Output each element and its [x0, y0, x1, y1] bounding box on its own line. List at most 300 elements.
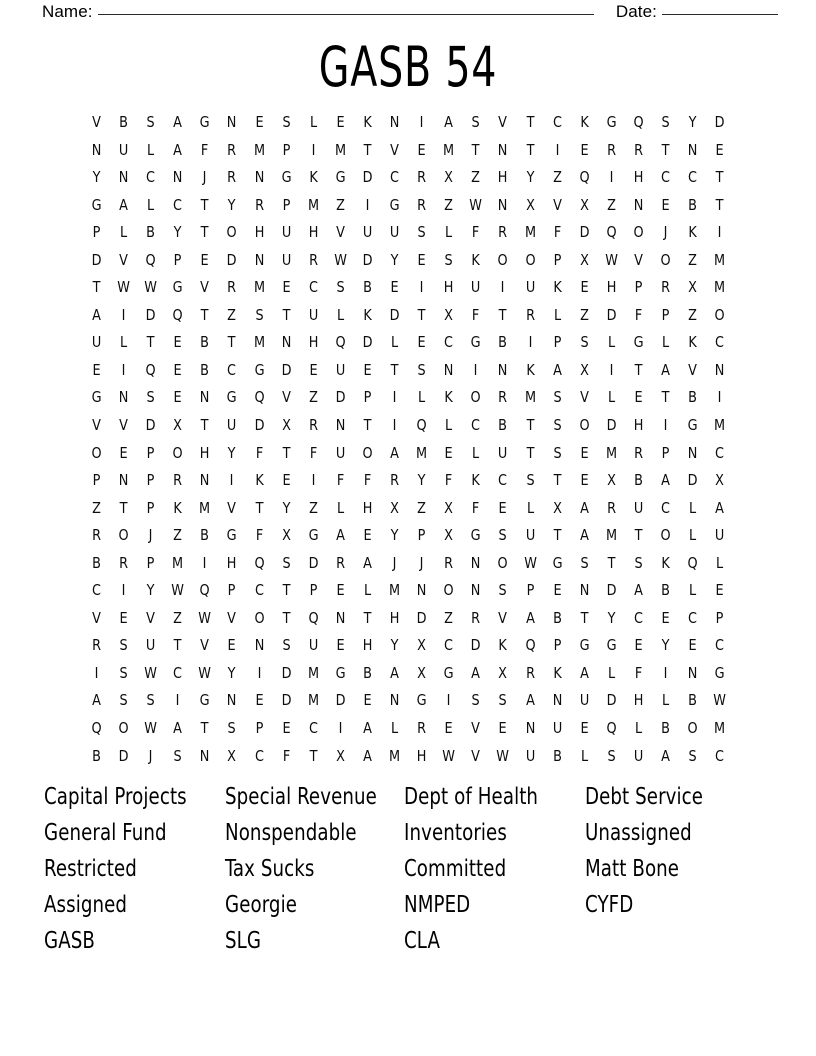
- grid-letter[interactable]: I: [501, 278, 505, 297]
- grid-letter[interactable]: L: [716, 553, 724, 572]
- grid-letter[interactable]: Z: [227, 305, 237, 324]
- grid-letter[interactable]: S: [417, 360, 426, 379]
- grid-letter[interactable]: R: [390, 471, 400, 490]
- grid-letter[interactable]: V: [390, 140, 399, 159]
- grid-letter[interactable]: V: [471, 746, 481, 765]
- grid-letter[interactable]: L: [120, 223, 128, 242]
- grid-letter[interactable]: O: [470, 388, 481, 407]
- grid-letter[interactable]: Z: [579, 305, 589, 324]
- grid-letter[interactable]: G: [470, 526, 481, 545]
- grid-letter[interactable]: S: [282, 636, 291, 655]
- grid-letter[interactable]: M: [334, 140, 346, 159]
- grid-letter[interactable]: E: [255, 691, 264, 710]
- grid-letter[interactable]: S: [282, 113, 291, 131]
- grid-letter[interactable]: Q: [308, 608, 319, 627]
- grid-letter[interactable]: K: [525, 360, 535, 379]
- grid-letter[interactable]: Y: [688, 113, 697, 131]
- grid-letter[interactable]: O: [633, 223, 644, 242]
- grid-letter[interactable]: D: [362, 168, 373, 187]
- grid-letter[interactable]: E: [715, 140, 724, 159]
- grid-letter[interactable]: X: [281, 526, 291, 545]
- grid-letter[interactable]: P: [282, 195, 291, 214]
- grid-letter[interactable]: K: [552, 278, 562, 297]
- grid-letter[interactable]: Z: [606, 195, 616, 214]
- grid-letter[interactable]: V: [227, 608, 237, 627]
- grid-letter[interactable]: S: [607, 746, 616, 765]
- grid-letter[interactable]: E: [417, 140, 426, 159]
- grid-letter[interactable]: A: [661, 471, 670, 490]
- grid-letter[interactable]: Z: [308, 388, 318, 407]
- grid-letter[interactable]: V: [688, 360, 697, 379]
- grid-letter[interactable]: Z: [308, 498, 318, 517]
- grid-letter[interactable]: T: [634, 360, 643, 379]
- grid-letter[interactable]: P: [553, 636, 562, 655]
- grid-letter[interactable]: W: [713, 691, 727, 710]
- grid-letter[interactable]: G: [199, 113, 210, 131]
- grid-letter[interactable]: T: [526, 443, 534, 462]
- grid-letter[interactable]: C: [444, 636, 454, 655]
- grid-letter[interactable]: R: [227, 140, 237, 159]
- word-list-item[interactable]: Inventories: [404, 820, 507, 846]
- grid-letter[interactable]: I: [392, 416, 397, 435]
- grid-letter[interactable]: I: [257, 663, 262, 682]
- grid-letter[interactable]: T: [363, 416, 372, 435]
- grid-letter[interactable]: I: [446, 691, 451, 710]
- grid-letter[interactable]: H: [254, 223, 264, 242]
- grid-letter[interactable]: F: [336, 471, 345, 490]
- word-list-item[interactable]: Matt Bone: [585, 856, 680, 882]
- grid-letter[interactable]: R: [417, 195, 427, 214]
- grid-letter[interactable]: B: [200, 360, 210, 379]
- grid-letter[interactable]: N: [714, 360, 725, 379]
- grid-letter[interactable]: M: [714, 416, 726, 435]
- grid-letter[interactable]: P: [417, 526, 426, 545]
- grid-letter[interactable]: R: [525, 663, 535, 682]
- grid-letter[interactable]: V: [119, 250, 129, 269]
- grid-letter[interactable]: Z: [335, 195, 345, 214]
- grid-letter[interactable]: J: [148, 746, 153, 765]
- grid-letter[interactable]: T: [92, 278, 101, 297]
- grid-letter[interactable]: L: [580, 746, 588, 765]
- grid-letter[interactable]: G: [227, 388, 237, 407]
- name-write-in-line[interactable]: [98, 0, 594, 15]
- grid-letter[interactable]: L: [553, 305, 561, 324]
- grid-letter[interactable]: E: [417, 333, 426, 352]
- grid-letter[interactable]: P: [553, 333, 562, 352]
- grid-letter[interactable]: G: [308, 526, 319, 545]
- grid-letter[interactable]: U: [633, 746, 644, 765]
- grid-letter[interactable]: Q: [606, 223, 617, 242]
- grid-letter[interactable]: X: [552, 498, 562, 517]
- grid-letter[interactable]: N: [227, 691, 237, 710]
- grid-letter[interactable]: G: [91, 195, 102, 214]
- grid-letter[interactable]: A: [525, 608, 535, 627]
- grid-letter[interactable]: W: [144, 278, 158, 297]
- grid-letter[interactable]: J: [392, 553, 397, 572]
- grid-letter[interactable]: T: [661, 140, 670, 159]
- grid-letter[interactable]: O: [660, 250, 671, 269]
- grid-letter[interactable]: S: [119, 691, 128, 710]
- grid-letter[interactable]: N: [389, 691, 400, 710]
- grid-letter[interactable]: E: [553, 581, 562, 600]
- grid-letter[interactable]: E: [282, 719, 291, 738]
- grid-letter[interactable]: L: [445, 223, 453, 242]
- grid-letter[interactable]: H: [308, 223, 319, 242]
- grid-letter[interactable]: A: [552, 360, 562, 379]
- grid-letter[interactable]: M: [253, 278, 265, 297]
- grid-letter[interactable]: S: [580, 333, 589, 352]
- grid-letter[interactable]: H: [633, 691, 644, 710]
- grid-letter[interactable]: R: [633, 443, 643, 462]
- grid-letter[interactable]: C: [661, 498, 671, 517]
- grid-letter[interactable]: O: [226, 223, 238, 242]
- grid-letter[interactable]: S: [634, 553, 643, 572]
- grid-letter[interactable]: X: [579, 195, 589, 214]
- grid-letter[interactable]: R: [119, 553, 129, 572]
- grid-letter[interactable]: N: [687, 663, 698, 682]
- grid-letter[interactable]: C: [471, 416, 481, 435]
- grid-letter[interactable]: B: [146, 223, 156, 242]
- grid-letter[interactable]: H: [362, 498, 373, 517]
- grid-letter[interactable]: B: [688, 691, 698, 710]
- grid-letter[interactable]: G: [443, 663, 454, 682]
- grid-letter[interactable]: S: [119, 663, 128, 682]
- grid-letter[interactable]: H: [633, 416, 644, 435]
- grid-letter[interactable]: H: [227, 553, 237, 572]
- grid-letter[interactable]: H: [606, 278, 617, 297]
- grid-letter[interactable]: O: [579, 416, 590, 435]
- grid-letter[interactable]: X: [173, 416, 183, 435]
- grid-letter[interactable]: C: [688, 608, 698, 627]
- grid-letter[interactable]: T: [119, 498, 128, 517]
- grid-letter[interactable]: S: [282, 553, 291, 572]
- grid-letter[interactable]: P: [634, 278, 643, 297]
- grid-letter[interactable]: Z: [173, 526, 183, 545]
- grid-letter[interactable]: U: [281, 250, 291, 269]
- grid-letter[interactable]: G: [335, 168, 346, 187]
- word-list-item[interactable]: GASB: [44, 928, 95, 954]
- grid-letter[interactable]: D: [606, 691, 617, 710]
- grid-letter[interactable]: Y: [607, 608, 616, 627]
- grid-letter[interactable]: C: [254, 746, 264, 765]
- grid-letter[interactable]: Y: [282, 498, 291, 517]
- grid-letter[interactable]: C: [308, 278, 318, 297]
- grid-letter[interactable]: S: [498, 691, 508, 710]
- grid-letter[interactable]: Q: [606, 719, 617, 738]
- grid-letter[interactable]: X: [688, 278, 698, 297]
- grid-letter[interactable]: V: [92, 113, 101, 131]
- grid-letter[interactable]: X: [444, 305, 454, 324]
- grid-letter[interactable]: O: [443, 581, 454, 600]
- grid-letter[interactable]: V: [227, 498, 237, 517]
- grid-letter[interactable]: C: [444, 333, 454, 352]
- grid-letter[interactable]: X: [444, 526, 454, 545]
- grid-letter[interactable]: R: [92, 526, 102, 545]
- grid-letter[interactable]: S: [417, 223, 426, 242]
- grid-letter[interactable]: V: [471, 719, 481, 738]
- grid-letter[interactable]: Z: [552, 168, 562, 187]
- grid-letter[interactable]: H: [416, 746, 427, 765]
- grid-letter[interactable]: I: [419, 113, 424, 131]
- grid-letter[interactable]: E: [173, 360, 182, 379]
- grid-letter[interactable]: A: [92, 305, 101, 324]
- grid-letter[interactable]: X: [227, 746, 237, 765]
- grid-letter[interactable]: N: [335, 416, 346, 435]
- grid-letter[interactable]: Y: [390, 526, 399, 545]
- grid-letter[interactable]: V: [200, 278, 210, 297]
- grid-letter[interactable]: I: [392, 388, 397, 407]
- grid-letter[interactable]: I: [365, 195, 370, 214]
- grid-letter[interactable]: E: [580, 278, 589, 297]
- grid-letter[interactable]: P: [526, 581, 534, 600]
- grid-letter[interactable]: N: [173, 168, 183, 187]
- grid-letter[interactable]: X: [390, 498, 399, 517]
- grid-letter[interactable]: E: [92, 360, 101, 379]
- grid-letter[interactable]: N: [633, 195, 644, 214]
- grid-letter[interactable]: I: [175, 691, 180, 710]
- grid-letter[interactable]: V: [634, 250, 643, 269]
- grid-letter[interactable]: L: [661, 333, 670, 352]
- grid-letter[interactable]: R: [661, 278, 670, 297]
- grid-letter[interactable]: R: [417, 719, 427, 738]
- grid-letter[interactable]: T: [200, 416, 209, 435]
- grid-letter[interactable]: I: [473, 360, 478, 379]
- grid-letter[interactable]: G: [552, 553, 563, 572]
- grid-letter[interactable]: P: [146, 553, 155, 572]
- grid-letter[interactable]: S: [553, 388, 562, 407]
- grid-letter[interactable]: T: [526, 113, 534, 131]
- grid-letter[interactable]: T: [282, 581, 291, 600]
- grid-letter[interactable]: I: [338, 719, 343, 738]
- grid-letter[interactable]: E: [363, 360, 372, 379]
- grid-letter[interactable]: W: [523, 553, 537, 572]
- grid-letter[interactable]: F: [634, 305, 643, 324]
- grid-letter[interactable]: D: [335, 691, 346, 710]
- grid-letter[interactable]: T: [499, 305, 507, 324]
- grid-letter[interactable]: E: [634, 388, 643, 407]
- grid-letter[interactable]: V: [119, 416, 129, 435]
- grid-letter[interactable]: P: [661, 305, 670, 324]
- grid-letter[interactable]: T: [146, 333, 155, 352]
- grid-letter[interactable]: S: [255, 305, 264, 324]
- grid-letter[interactable]: M: [605, 526, 617, 545]
- grid-letter[interactable]: I: [663, 416, 668, 435]
- word-list-item[interactable]: Assigned: [44, 892, 128, 918]
- grid-letter[interactable]: D: [606, 416, 617, 435]
- grid-letter[interactable]: L: [336, 498, 344, 517]
- grid-letter[interactable]: R: [254, 195, 264, 214]
- grid-letter[interactable]: E: [417, 250, 426, 269]
- grid-letter[interactable]: J: [663, 223, 668, 242]
- grid-letter[interactable]: L: [607, 333, 615, 352]
- grid-letter[interactable]: L: [472, 443, 480, 462]
- grid-letter[interactable]: M: [605, 443, 617, 462]
- grid-letter[interactable]: N: [687, 443, 698, 462]
- grid-letter[interactable]: T: [607, 553, 616, 572]
- grid-letter[interactable]: N: [91, 140, 102, 159]
- grid-letter[interactable]: H: [200, 443, 210, 462]
- grid-letter[interactable]: Q: [579, 168, 590, 187]
- grid-letter[interactable]: G: [389, 195, 400, 214]
- grid-letter[interactable]: U: [498, 443, 508, 462]
- grid-letter[interactable]: P: [661, 443, 670, 462]
- word-list-item[interactable]: Special Revenue: [225, 784, 377, 810]
- grid-letter[interactable]: N: [443, 360, 454, 379]
- grid-letter[interactable]: X: [579, 360, 589, 379]
- grid-letter[interactable]: G: [606, 113, 617, 131]
- grid-letter[interactable]: T: [282, 443, 291, 462]
- grid-letter[interactable]: F: [201, 140, 209, 159]
- grid-letter[interactable]: Y: [228, 443, 236, 462]
- grid-letter[interactable]: W: [198, 608, 212, 627]
- grid-letter[interactable]: D: [308, 553, 319, 572]
- grid-letter[interactable]: M: [714, 719, 726, 738]
- word-list-item[interactable]: CYFD: [585, 892, 634, 918]
- grid-letter[interactable]: E: [498, 498, 508, 517]
- grid-letter[interactable]: S: [553, 443, 562, 462]
- grid-letter[interactable]: H: [389, 608, 400, 627]
- grid-letter[interactable]: G: [714, 663, 725, 682]
- grid-letter[interactable]: G: [91, 388, 102, 407]
- grid-letter[interactable]: N: [498, 140, 508, 159]
- grid-letter[interactable]: I: [311, 140, 316, 159]
- grid-letter[interactable]: N: [254, 250, 264, 269]
- grid-letter[interactable]: M: [714, 278, 726, 297]
- grid-letter[interactable]: C: [552, 113, 562, 131]
- grid-letter[interactable]: V: [92, 608, 101, 627]
- grid-letter[interactable]: G: [606, 636, 617, 655]
- grid-letter[interactable]: D: [281, 663, 292, 682]
- grid-letter[interactable]: Q: [91, 719, 102, 738]
- grid-letter[interactable]: T: [228, 333, 236, 352]
- grid-letter[interactable]: P: [92, 223, 101, 242]
- grid-letter[interactable]: U: [525, 746, 535, 765]
- grid-letter[interactable]: A: [579, 663, 589, 682]
- grid-letter[interactable]: S: [688, 746, 697, 765]
- grid-letter[interactable]: A: [525, 691, 535, 710]
- grid-letter[interactable]: A: [119, 195, 129, 214]
- grid-letter[interactable]: D: [470, 636, 481, 655]
- grid-letter[interactable]: V: [92, 416, 101, 435]
- grid-letter[interactable]: I: [528, 333, 532, 352]
- grid-letter[interactable]: E: [336, 581, 345, 600]
- grid-letter[interactable]: K: [363, 113, 372, 131]
- grid-letter[interactable]: T: [282, 608, 291, 627]
- grid-letter[interactable]: W: [604, 250, 618, 269]
- grid-letter[interactable]: W: [198, 663, 212, 682]
- grid-letter[interactable]: P: [715, 608, 724, 627]
- grid-letter[interactable]: M: [199, 498, 211, 517]
- grid-letter[interactable]: N: [471, 553, 481, 572]
- grid-letter[interactable]: V: [200, 636, 210, 655]
- grid-letter[interactable]: K: [688, 333, 697, 352]
- word-list-item[interactable]: Dept of Health: [404, 784, 539, 810]
- grid-letter[interactable]: W: [144, 719, 158, 738]
- grid-letter[interactable]: R: [444, 553, 454, 572]
- grid-letter[interactable]: R: [173, 471, 183, 490]
- grid-letter[interactable]: L: [526, 498, 534, 517]
- grid-letter[interactable]: U: [281, 223, 291, 242]
- grid-letter[interactable]: K: [363, 305, 372, 324]
- grid-letter[interactable]: S: [146, 113, 155, 131]
- grid-letter[interactable]: L: [445, 416, 453, 435]
- grid-letter[interactable]: E: [715, 581, 724, 600]
- grid-letter[interactable]: T: [363, 140, 372, 159]
- grid-letter[interactable]: S: [146, 691, 155, 710]
- word-list-item[interactable]: SLG: [225, 928, 262, 954]
- word-list-item[interactable]: Unassigned: [585, 820, 692, 846]
- grid-letter[interactable]: S: [146, 388, 155, 407]
- grid-letter[interactable]: G: [416, 691, 427, 710]
- grid-letter[interactable]: C: [688, 168, 698, 187]
- grid-letter[interactable]: J: [419, 553, 424, 572]
- grid-letter[interactable]: E: [580, 443, 589, 462]
- grid-letter[interactable]: C: [715, 443, 725, 462]
- grid-letter[interactable]: R: [308, 416, 318, 435]
- grid-letter[interactable]: M: [307, 663, 319, 682]
- grid-letter[interactable]: U: [308, 636, 318, 655]
- grid-letter[interactable]: D: [362, 333, 373, 352]
- grid-letter[interactable]: Y: [526, 168, 534, 187]
- grid-letter[interactable]: K: [580, 113, 589, 131]
- grid-letter[interactable]: U: [91, 333, 102, 352]
- grid-letter[interactable]: E: [580, 719, 589, 738]
- grid-letter[interactable]: Q: [633, 113, 644, 131]
- grid-letter[interactable]: D: [91, 250, 102, 269]
- grid-letter[interactable]: U: [227, 416, 237, 435]
- grid-letter[interactable]: B: [498, 416, 508, 435]
- grid-letter[interactable]: U: [335, 443, 346, 462]
- grid-letter[interactable]: C: [308, 719, 318, 738]
- grid-letter[interactable]: G: [227, 526, 237, 545]
- grid-letter[interactable]: Q: [335, 333, 346, 352]
- grid-letter[interactable]: R: [606, 498, 616, 517]
- grid-letter[interactable]: U: [579, 691, 589, 710]
- grid-letter[interactable]: C: [146, 168, 156, 187]
- grid-letter[interactable]: I: [609, 360, 614, 379]
- grid-letter[interactable]: I: [609, 168, 614, 187]
- grid-letter[interactable]: M: [172, 553, 184, 572]
- grid-letter[interactable]: D: [145, 416, 156, 435]
- grid-letter[interactable]: E: [119, 443, 128, 462]
- grid-letter[interactable]: Z: [444, 608, 454, 627]
- grid-letter[interactable]: Q: [254, 388, 265, 407]
- grid-letter[interactable]: W: [469, 195, 483, 214]
- grid-letter[interactable]: U: [715, 526, 725, 545]
- grid-letter[interactable]: C: [715, 746, 725, 765]
- grid-letter[interactable]: I: [555, 140, 560, 159]
- grid-letter[interactable]: R: [227, 278, 237, 297]
- grid-letter[interactable]: W: [117, 278, 130, 297]
- grid-letter[interactable]: T: [417, 305, 426, 324]
- grid-letter[interactable]: S: [336, 278, 345, 297]
- grid-letter[interactable]: G: [335, 663, 346, 682]
- grid-letter[interactable]: M: [307, 691, 319, 710]
- grid-letter[interactable]: Y: [146, 581, 155, 600]
- grid-letter[interactable]: O: [660, 526, 671, 545]
- grid-letter[interactable]: G: [254, 360, 265, 379]
- grid-letter[interactable]: E: [282, 278, 291, 297]
- grid-letter[interactable]: O: [118, 719, 129, 738]
- grid-letter[interactable]: O: [714, 305, 725, 324]
- grid-letter[interactable]: S: [498, 581, 508, 600]
- grid-letter[interactable]: E: [255, 113, 264, 131]
- grid-letter[interactable]: L: [147, 140, 155, 159]
- grid-letter[interactable]: P: [553, 250, 562, 269]
- grid-letter[interactable]: F: [472, 305, 480, 324]
- grid-letter[interactable]: T: [526, 416, 534, 435]
- grid-letter[interactable]: B: [92, 553, 101, 572]
